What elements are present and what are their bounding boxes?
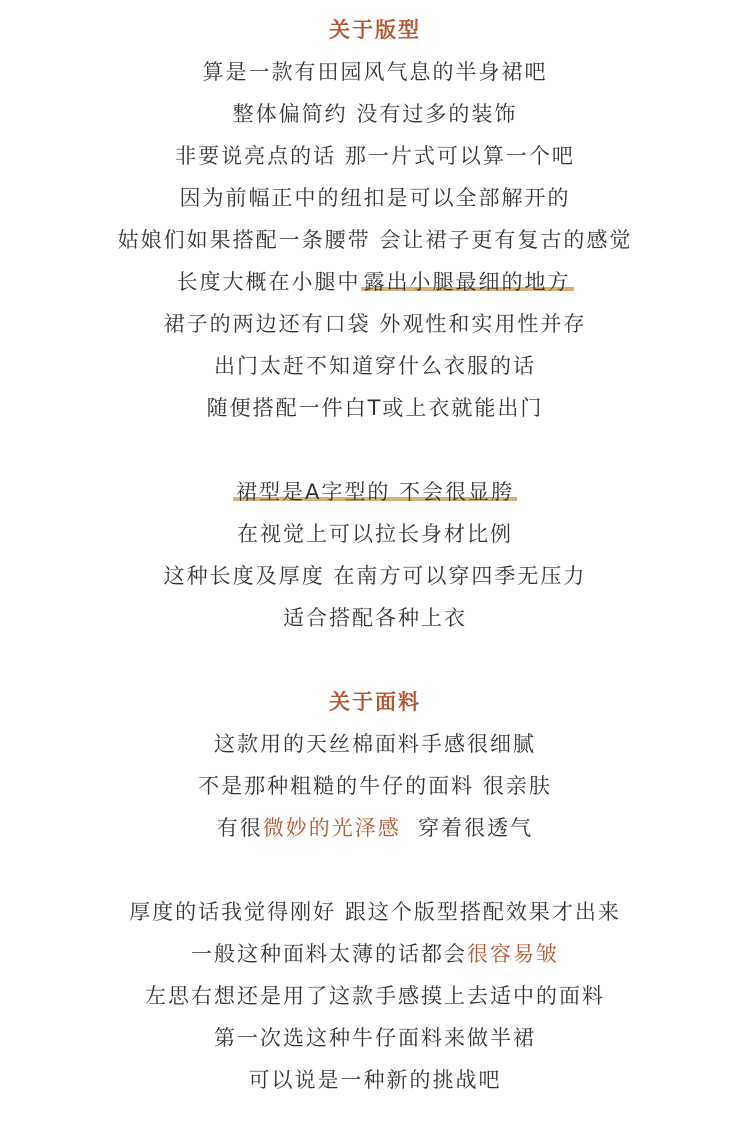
accent-text: 微妙的光泽感 [262,816,401,840]
text-line: 在视觉上可以拉长身材比例 [237,522,513,546]
spacer [0,849,750,891]
wrinkle-prefix: 一般这种面料太薄的话都会 [191,942,467,966]
text-line: 第一次选这种牛仔面料来做半裙 [214,1026,536,1050]
text-line: 姑娘们如果搭配一条腰带 会让裙子更有复古的感觉 [117,228,633,252]
text-line: 裙子的两边还有口袋 外观性和实用性并存 [163,312,587,336]
text-line: 整体偏简约 没有过多的装饰 [232,102,518,126]
highlighted-text: 裙型是A字型的 不会很显胯 [233,480,517,504]
text-line: 出门太赶不知道穿什么衣服的话 [214,354,536,378]
text-line: 左思右想还是用了这款手感摸上去适中的面料 [145,984,605,1008]
text-line: 这种长度及厚度 在南方可以穿四季无压力 [163,564,587,588]
text-line-shape [0,471,750,513]
section-heading-fabric: 关于面料 [329,690,421,714]
text-line: 这款用的天丝棉面料手感很细腻 [214,732,536,756]
text-line: 适合搭配各种上衣 [283,606,467,630]
text-line-sheen [0,807,750,849]
sheen-gap [401,816,418,840]
text-line: 算是一款有田园风气息的半身裙吧 [202,60,548,84]
text-line: 随便搭配一件白T或上衣就能出门 [206,396,544,420]
section-heading-fit: 关于版型 [329,18,421,42]
spacer [0,639,750,681]
text-line: 可以说是一种新的挑战吧 [248,1068,502,1092]
sheen-suffix: 穿着很透气 [418,816,534,840]
text-line: 因为前幅正中的纽扣是可以全部解开的 [179,186,571,210]
text-line: 不是那种粗糙的牛仔的面料 很亲肤 [198,774,552,798]
text-line: 非要说亮点的话 那一片式可以算一个吧 [175,144,575,168]
text-line-length [0,261,750,303]
text-line: 厚度的话我觉得刚好 跟这个版型搭配效果才出来 [129,900,621,924]
spacer [0,429,750,471]
sheen-prefix: 有很 [216,816,263,840]
text-line-wrinkle [0,933,750,975]
accent-text: 很容易皱 [467,942,559,966]
length-text: 长度大概在小腿中 [176,270,361,294]
highlighted-text: 露出小腿最细的地方 [361,270,574,294]
